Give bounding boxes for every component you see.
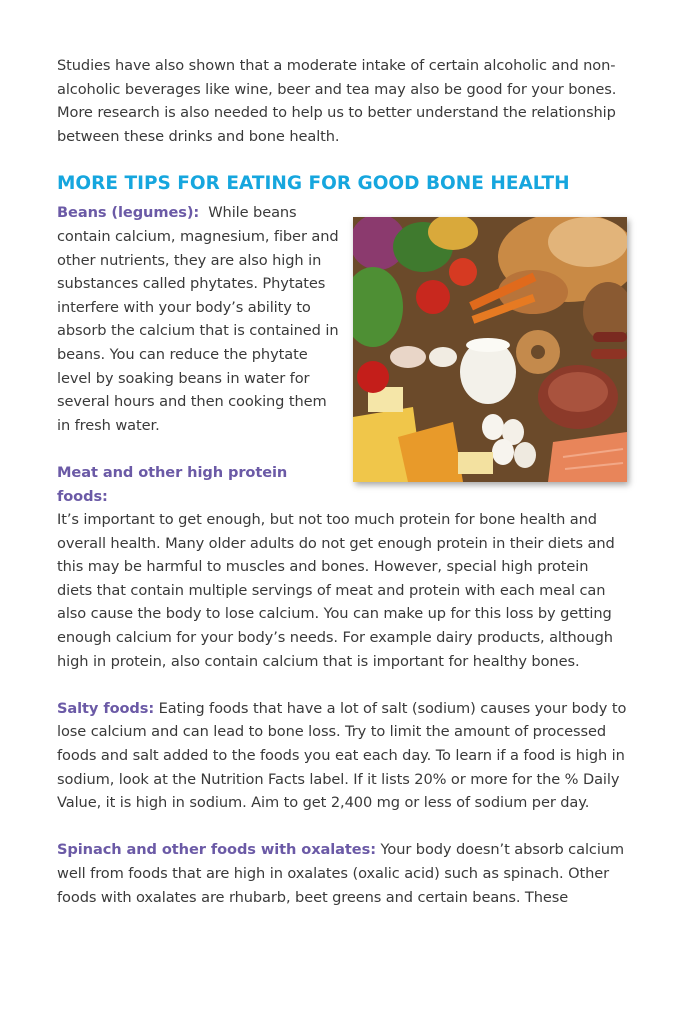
- beans-text: While beans contain calcium, magnesium, fiber and other nutrients, they are also high in substances called phytates. Phytates interfere with your body’s ability to absorb the calcium that is contained in beans. You can reduce the phytate level by soaking beans in water for several hours and then cooking them in fresh water.: [57, 204, 339, 434]
- section-beans: [57, 201, 627, 437]
- term-salty: Salty foods:: [57, 699, 155, 717]
- section-heading: MORE TIPS FOR EATING FOR GOOD BONE HEALTH: [57, 173, 570, 195]
- document-page: [57, 54, 627, 933]
- section-oxalates: [57, 838, 627, 909]
- term-meat: Meat and other high protein foods:: [57, 463, 288, 505]
- section-meat: [57, 461, 627, 673]
- oxalates-text: Your body doesn’t absorb calcium well from foods that are high in oxalates (oxalic acid) such as spinach. Other foods with oxalates are rhubarb, beet greens and certain beans. These: [57, 841, 625, 906]
- intro-paragraph: Studies have also shown that a moderate intake of certain alcoholic and non-alcoholic beverages like wine, beer and tea may also be good for your bones. More research is also needed to help us to better understand the relationship between these drinks and bone health.: [57, 57, 617, 145]
- meat-text: It’s important to get enough, but not too much protein for bone health and overall health. Many older adults do not get enough protein in their diets and this may be harmful to muscles and bones. However, special high protein diets that contain multiple servings of meat and protein with each meal can also cause the body to lose calcium. You can make up for this loss by getting enough calcium for your body’s needs. For example dairy products, although high in protein, also contain calcium that is important for healthy bones.: [57, 511, 615, 670]
- food-photo-illustration: [353, 217, 627, 482]
- term-oxalates: Spinach and other foods with oxalates:: [57, 841, 376, 859]
- food-assortment-photo: [353, 217, 627, 482]
- section-salty: [57, 697, 627, 815]
- term-beans: Beans (legumes):: [57, 204, 200, 222]
- salty-text: Eating foods that have a lot of salt (sodium) causes your body to lose calcium and can lead to bone loss. Try to limit the amount of processed foods and salt added to the foods you eat each day. To learn if a food is high in sodium, look at the Nutrition Facts label. If it lists 20% or more for the % Daily Value, it is high in sodium. Aim to get 2,400 mg or less of sodium per day.: [57, 699, 627, 812]
